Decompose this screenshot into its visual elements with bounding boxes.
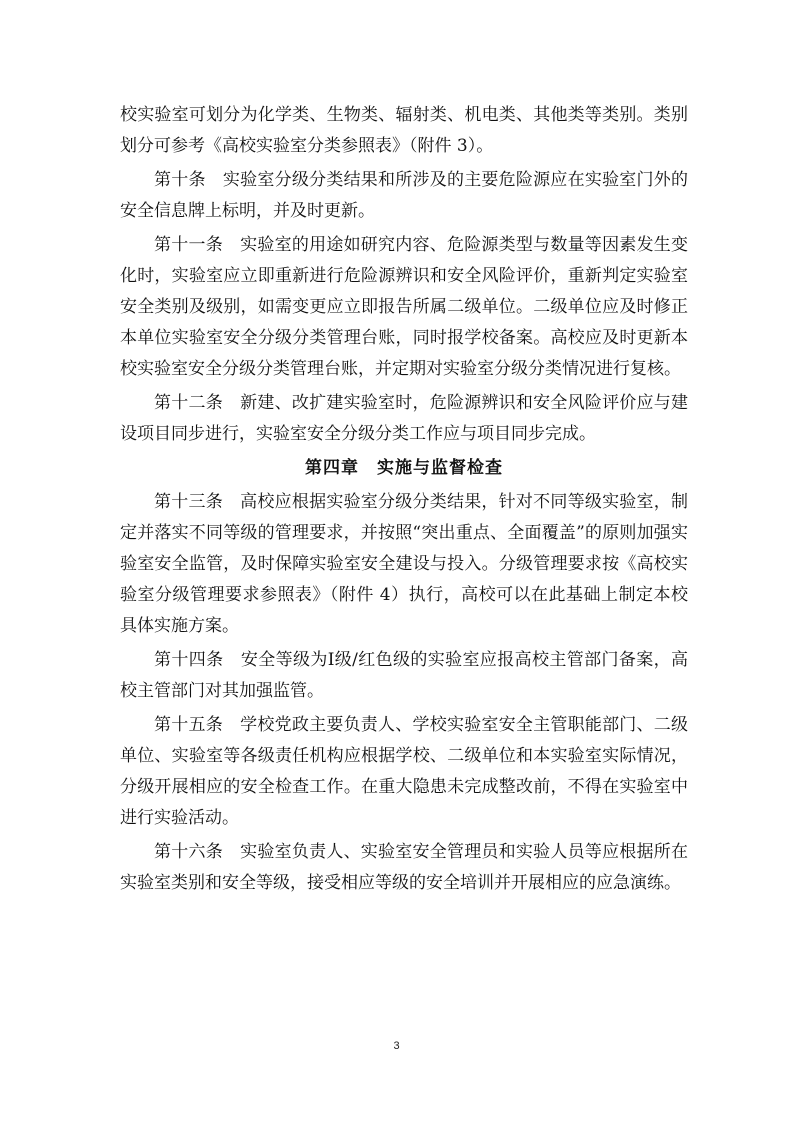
page-number: 3 (393, 1040, 400, 1052)
article-14: 第十四条 安全等级为Ⅰ级/红色级的实验室应报高校主管部门备案，高校主管部门对其加强监管。 (120, 650, 688, 701)
article-11: 第十一条 实验室的用途如研究内容、危险源类型与数量等因素发生变化时，实验室应立即重新进行危险源辨识和安全风险评价，重新判定实验室安全类别及级别，如需变更应立即报告所属二级单位。二级单位应及时修正本单位实验室安全分级分类管理台账，同时报学校备案。高校应及时更新本校实验室安全分级分类管理台账，并定期对实验室分级分类情况进行复核。 (120, 235, 688, 379)
document-body (120, 100, 688, 902)
article-10: 第十条 实验室分级分类结果和所涉及的主要危险源应在实验室门外的安全信息牌上标明，并及时更新。 (120, 170, 688, 221)
article-15: 第十五条 学校党政主要负责人、学校实验室安全主管职能部门、二级单位、实验室等各级责任机构应根据学校、二级单位和本实验室实际情况，分级开展相应的安全检查工作。在重大隐患未完成整改前，不得在实验室中进行实验活动。 (120, 715, 688, 828)
paragraph-continuation: 校实验室可划分为化学类、生物类、辐射类、机电类、其他类等类别。类别划分可参考《高校实验室分类参照表》（附件 3）。 (120, 105, 688, 156)
article-16: 第十六条 实验室负责人、实验室安全管理员和实验人员等应根据所在实验室类别和安全等级，接受相应等级的安全培训并开展相应的应急演练。 (120, 842, 688, 893)
chapter-title: 第四章 实施与监督检查 (305, 458, 503, 478)
article-12: 第十二条 新建、改扩建实验室时，危险源辨识和安全风险评价应与建设项目同步进行，实验室安全分级分类工作应与项目同步完成。 (120, 393, 688, 444)
article-13: 第十三条 高校应根据实验室分级分类结果，针对不同等级实验室，制定并落实不同等级的管理要求，并按照“突出重点、全面覆盖”的原则加强实验室安全监管，及时保障实验室安全建设与投入。分级管理要求按《高校实验室分级管理要求参照表》（附件 4）执行，高校可以在此基础上制定本校具体实施方案。 (120, 492, 688, 636)
